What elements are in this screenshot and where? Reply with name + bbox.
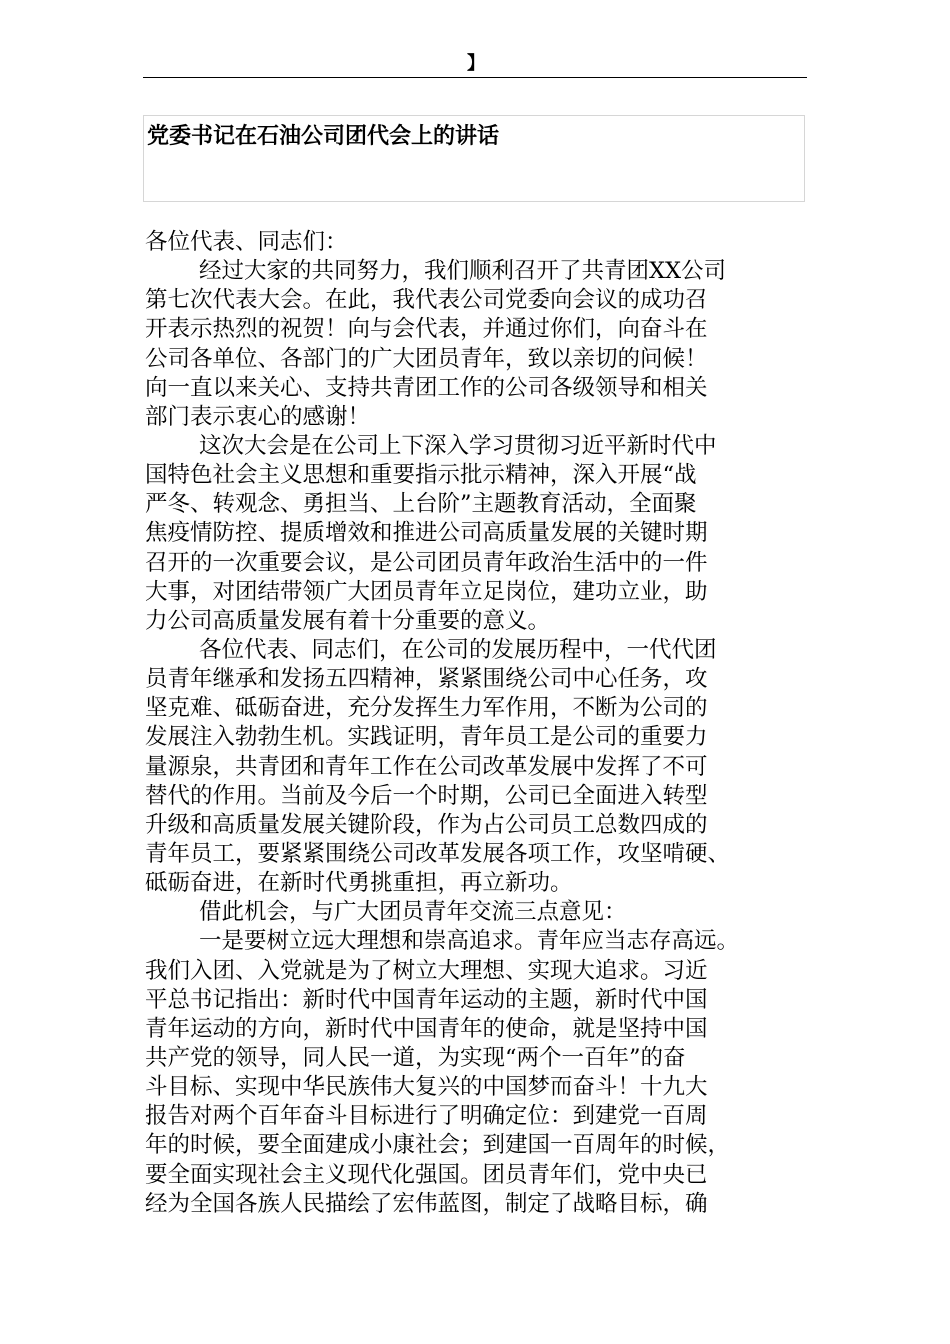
body-line: 公司各单位、各部门的广大团员青年，致以亲切的问候！ bbox=[145, 345, 708, 372]
body-line: 坚克难、砥砺奋进，充分发挥生力军作用，不断为公司的 bbox=[145, 695, 708, 722]
body-line: 开表示热烈的祝贺！向与会代表，并通过你们，向奋斗在 bbox=[145, 316, 708, 343]
body-line: 发展注入勃勃生机。实践证明，青年员工是公司的重要力 bbox=[145, 724, 708, 751]
body-line: 借此机会，与广大团员青年交流三点意见： bbox=[199, 899, 627, 926]
body-line: 年的时候，要全面建成小康社会；到建国一百周年的时候， bbox=[145, 1132, 731, 1159]
body-line: 升级和高质量发展关键阶段，作为占公司员工总数四成的 bbox=[145, 811, 708, 838]
body-line: 部门表示衷心的感谢！ bbox=[145, 403, 371, 430]
header-mark: 】 bbox=[467, 53, 485, 74]
body-line: 我们入团、入党就是为了树立大理想、实现大追求。习近 bbox=[145, 957, 708, 984]
document-body bbox=[145, 228, 805, 1219]
body-line: 经为全国各族人民描绘了宏伟蓝图，制定了战略目标，确 bbox=[145, 1190, 708, 1217]
body-line: 大事，对团结带领广大团员青年立足岗位，建功立业，助 bbox=[145, 578, 708, 605]
body-line: 报告对两个百年奋斗目标进行了明确定位：到建党一百周 bbox=[145, 1103, 708, 1130]
body-line: 各位代表、同志们，在公司的发展历程中，一代代团 bbox=[199, 636, 717, 663]
body-line: 这次大会是在公司上下深入学习贯彻习近平新时代中 bbox=[199, 432, 717, 459]
body-line: 第七次代表大会。在此，我代表公司党委向会议的成功召 bbox=[145, 287, 708, 314]
body-line: 共产党的领导，同人民一道，为实现“两个一百年”的奋 bbox=[145, 1044, 686, 1071]
body-line: 国特色社会主义思想和重要指示批示精神，深入开展“战 bbox=[145, 462, 697, 489]
body-line: 斗目标、实现中华民族伟大复兴的中国梦而奋斗！十九大 bbox=[145, 1074, 708, 1101]
body-line: 替代的作用。当前及今后一个时期，公司已全面进入转型 bbox=[145, 782, 708, 809]
header-rule bbox=[143, 77, 807, 78]
body-line: 要全面实现社会主义现代化强国。团员青年们，党中央已 bbox=[145, 1161, 708, 1188]
body-line: 向一直以来关心、支持共青团工作的公司各级领导和相关 bbox=[145, 374, 708, 401]
body-line: 一是要树立远大理想和崇高追求。青年应当志存高远。 bbox=[199, 928, 740, 955]
body-line: 平总书记指出：新时代中国青年运动的主题，新时代中国 bbox=[145, 986, 708, 1013]
body-line: 严冬、转观念、勇担当、上台阶”主题教育活动，全面聚 bbox=[145, 491, 697, 518]
title-box bbox=[143, 115, 805, 202]
document-title: 党委书记在石油公司团代会上的讲话 bbox=[147, 124, 500, 149]
body-line: 青年运动的方向，新时代中国青年的使命，就是坚持中国 bbox=[145, 1015, 708, 1042]
body-line: 经过大家的共同努力，我们顺利召开了共青团XX公司 bbox=[199, 258, 727, 285]
body-line: 砥砺奋进，在新时代勇挑重担，再立新功。 bbox=[145, 870, 573, 897]
body-line: 召开的一次重要会议，是公司团员青年政治生活中的一件 bbox=[145, 549, 708, 576]
body-line: 力公司高质量发展有着十分重要的意义。 bbox=[145, 607, 551, 634]
body-line: 量源泉，共青团和青年工作在公司改革发展中发挥了不可 bbox=[145, 753, 708, 780]
body-line: 员青年继承和发扬五四精神，紧紧围绕公司中心任务，攻 bbox=[145, 666, 708, 693]
body-line: 焦疫情防控、提质增效和推进公司高质量发展的关键时期 bbox=[145, 520, 708, 547]
body-line: 各位代表、同志们： bbox=[145, 229, 348, 255]
body-line: 青年员工，要紧紧围绕公司改革发展各项工作，攻坚啃硬、 bbox=[145, 840, 731, 867]
